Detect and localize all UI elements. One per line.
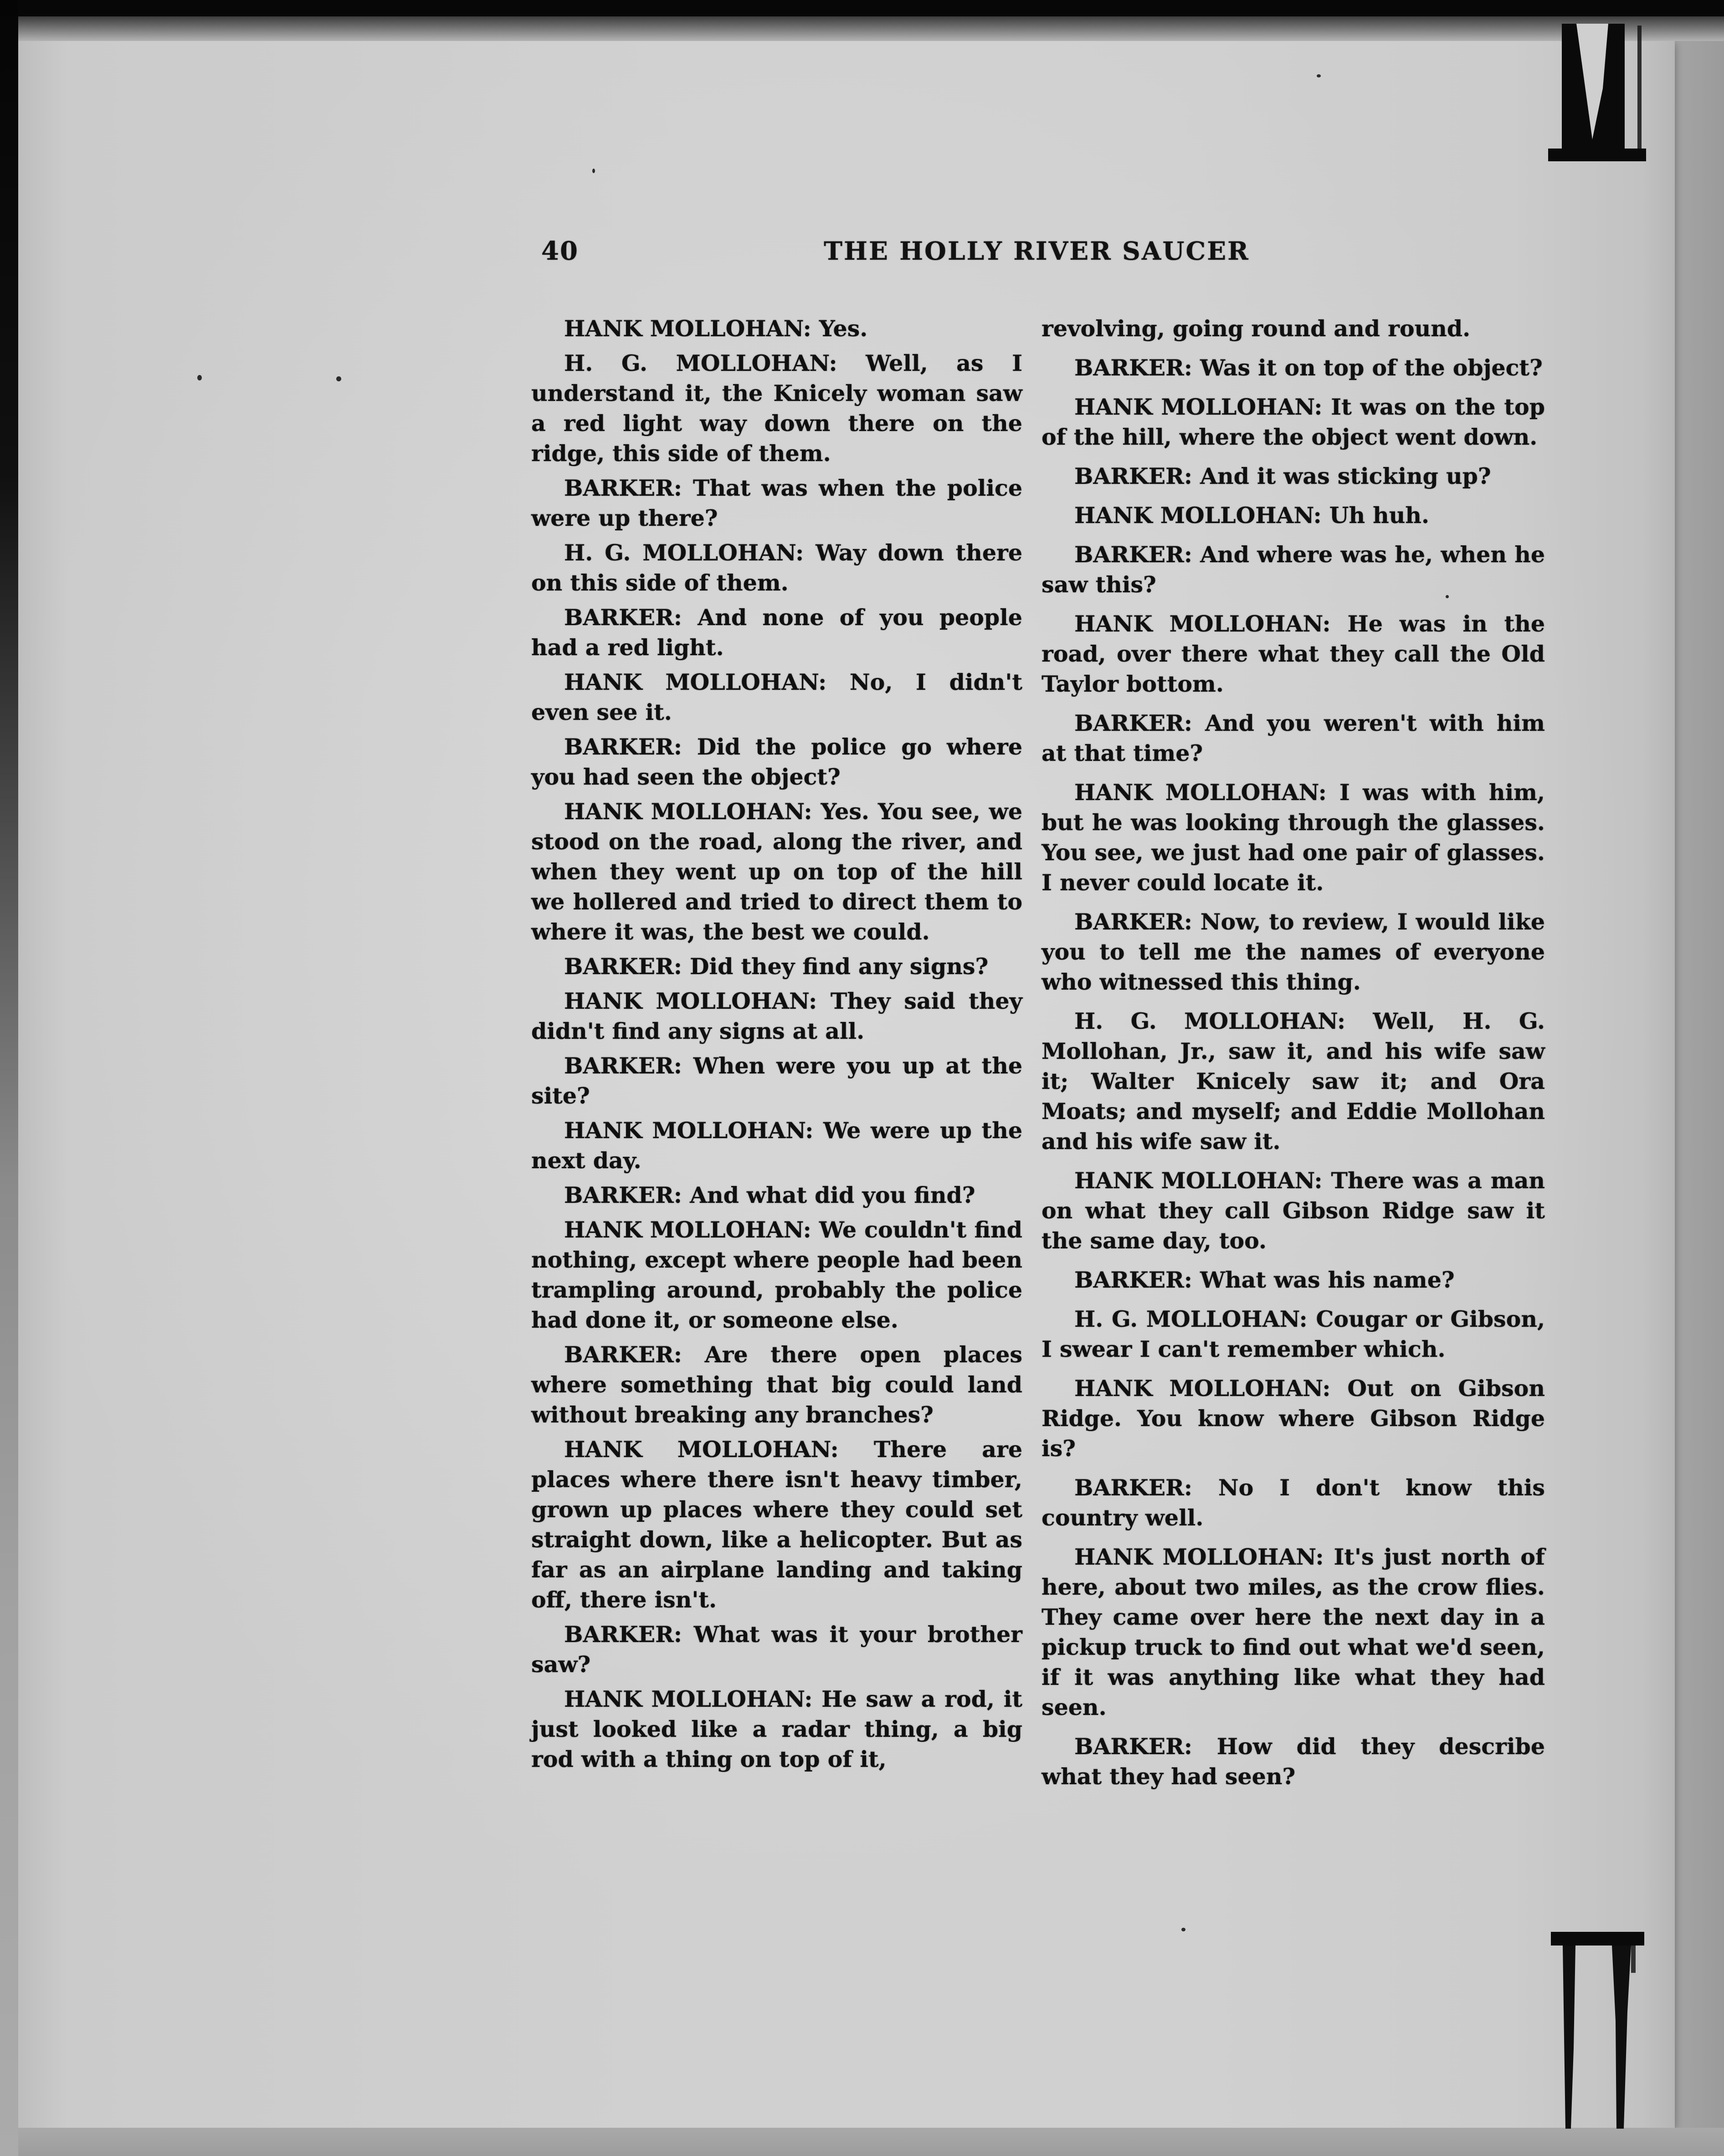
paragraph: BARKER: When were you up at the site? xyxy=(531,1052,1022,1109)
paragraph: HANK MOLLOHAN: It's just north of here, about two miles, as the crow flies. They came over here the next day in a pickup truck to find out what we'd seen, if it was anything like what they had seen. xyxy=(1042,1544,1545,1720)
page-title: THE HOLLY RIVER SAUCER xyxy=(824,236,1250,266)
dust-speck xyxy=(336,376,341,381)
paragraph: H. G. MOLLOHAN: Cougar or Gibson, I swear I can't remember which. xyxy=(1042,1306,1545,1362)
paragraph: BARKER: Did they find any signs? xyxy=(564,953,989,980)
paragraph: H. G. MOLLOHAN: Well, as I understand it, the Knicely woman saw a red light way down there on the ridge, this side of them. xyxy=(531,350,1022,467)
paragraph: HANK MOLLOHAN: We were up the next day. xyxy=(531,1117,1022,1174)
dust-speck xyxy=(1181,1928,1185,1931)
paragraph: BARKER: And where was he, when he saw this? xyxy=(1042,541,1545,598)
paragraph: BARKER: And you weren't with him at that time? xyxy=(1042,710,1545,766)
paragraph: BARKER: Did the police go where you had seen the object? xyxy=(531,734,1022,790)
paragraph: BARKER: No I don't know this country well. xyxy=(1042,1474,1545,1531)
paragraph: HANK MOLLOHAN: Yes. You see, we stood on the road, along the river, and when they went up on top of the hill we hollered and tried to direct them to where it was, the best we could. xyxy=(531,798,1022,945)
paragraph: BARKER: And none of you people had a red light. xyxy=(531,604,1022,661)
binding-post-mark-top xyxy=(1548,20,1653,168)
paragraph: HANK MOLLOHAN: He saw a rod, it just looked like a radar thing, a big rod with a thing on top of it, xyxy=(531,1686,1022,1772)
paragraph: HANK MOLLOHAN: There was a man on what they call Gibson Ridge saw it the same day, too. xyxy=(1042,1167,1545,1254)
paragraph: H. G. MOLLOHAN: Way down there on this side of them. xyxy=(531,539,1022,596)
scan-edge-top xyxy=(0,0,1724,16)
paragraph: BARKER: Are there open places where something that big could land without breaking any branches? xyxy=(531,1341,1022,1428)
paragraph: HANK MOLLOHAN: Uh huh. xyxy=(1074,502,1430,529)
paragraph: HANK MOLLOHAN: Out on Gibson Ridge. You know where Gibson Ridge is? xyxy=(1042,1375,1545,1462)
paragraph: HANK MOLLOHAN: There are places where there isn't heavy timber, grown up places where they could set straight down, like a helicopter. But as far as an airplane landing and taking off, there isn't. xyxy=(531,1436,1022,1613)
scan-edge-top-fade xyxy=(0,16,1724,41)
dust-speck xyxy=(592,169,595,173)
paragraph: BARKER: What was it your brother saw? xyxy=(531,1621,1022,1678)
paragraph: revolving, going round and round. xyxy=(1042,315,1471,342)
column-left xyxy=(531,313,1022,1779)
scan-edge-left xyxy=(0,0,18,2156)
paragraph: HANK MOLLOHAN: Yes. xyxy=(564,315,868,342)
paragraph: HANK MOLLOHAN: He was in the road, over there what they call the Old Taylor bottom. xyxy=(1042,611,1545,697)
paragraph: BARKER: And it was sticking up? xyxy=(1074,463,1491,489)
paper-sheet xyxy=(17,40,1675,2128)
binding-post-mark-bottom xyxy=(1547,1930,1652,2132)
paragraph: HANK MOLLOHAN: No, I didn't even see it. xyxy=(531,669,1022,725)
dust-speck xyxy=(1317,74,1321,77)
paragraph: BARKER: What was his name? xyxy=(1074,1267,1455,1293)
paragraph: BARKER: How did they describe what they had seen? xyxy=(1042,1733,1545,1790)
paragraph: BARKER: And what did you find? xyxy=(564,1182,975,1208)
paragraph: HANK MOLLOHAN: I was with him, but he was looking through the glasses. You see, we just had one pair of glasses. I never could locate it. xyxy=(1042,779,1545,896)
dust-speck xyxy=(197,375,202,380)
paragraph: H. G. MOLLOHAN: Well, H. G. Mollohan, Jr., saw it, and his wife saw it; Walter Knicely saw it; and Ora Moats; and myself; and Eddie Mollohan and his wife saw it. xyxy=(1042,1008,1545,1155)
scan-bottom-shadow xyxy=(0,2128,1724,2156)
paragraph: HANK MOLLOHAN: They said they didn't find any signs at all. xyxy=(531,988,1022,1044)
paragraph: BARKER: That was when the police were up there? xyxy=(531,475,1022,531)
paragraph: HANK MOLLOHAN: It was on the top of the hill, where the object went down. xyxy=(1042,394,1545,450)
paragraph: HANK MOLLOHAN: We couldn't find nothing, except where people had been trampling around, probably the police had done it, or someone else. xyxy=(531,1217,1022,1333)
paragraph: BARKER: Was it on top of the object? xyxy=(1074,354,1543,381)
dust-speck xyxy=(1446,595,1449,598)
page-number: 40 xyxy=(541,236,579,266)
column-right xyxy=(1042,313,1545,1801)
paragraph: BARKER: Now, to review, I would like you to tell me the names of everyone who witnessed this thing. xyxy=(1042,909,1545,995)
